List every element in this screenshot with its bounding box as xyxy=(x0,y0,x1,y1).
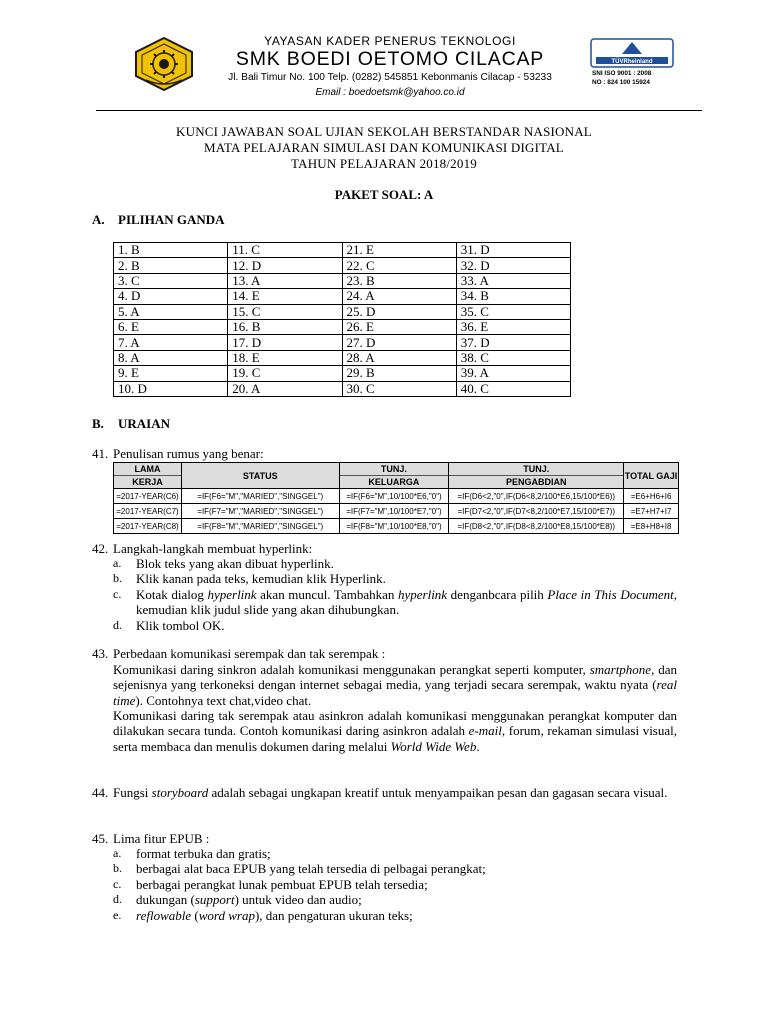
question-41 xyxy=(92,446,264,461)
answer-43-paragraph-2: Komunikasi daring tak serempak atau asinkron adalah komunikasi menggunakan perangkat komputer dan dilakukan secara tunda. Contoh komunikasi daring asinkron adalah e-mail, forum, rekaman simulasi visual, serta membaca dan menulis dokumen daring melalui World Wide Web. xyxy=(113,708,677,754)
question-43 xyxy=(92,646,385,661)
answer-cell: 38. C xyxy=(456,350,570,365)
formula-cell: =2017-YEAR(C7) xyxy=(114,504,182,519)
section-a-title: PILIHAN GANDA xyxy=(118,212,225,227)
list-item: c. Kotak dialog hyperlink akan muncul. Tambahkan hyperlink denganbcara pilih Place in This Document, kemudian klik judul slide yang akan dihubungkan. xyxy=(113,586,677,618)
question-number: 42. xyxy=(92,541,109,556)
answer-cell: 40. C xyxy=(456,381,570,396)
title-line-2: MATA PELAJARAN SIMULASI DAN KOMUNIKASI DIGITAL xyxy=(204,140,564,155)
list-item: a. Blok teks yang akan dibuat hyperlink. xyxy=(113,556,334,571)
formula-table xyxy=(113,462,679,534)
certification-info xyxy=(592,69,676,87)
formula-cell: =IF(F8="M",10/100*E8,"0") xyxy=(339,519,449,534)
table-row xyxy=(114,243,571,258)
table-row xyxy=(114,519,679,534)
answer-cell: 27. D xyxy=(342,335,456,350)
section-b-title: URAIAN xyxy=(118,416,170,431)
question-45 xyxy=(92,831,209,846)
question-number: 43. xyxy=(92,646,109,661)
title-line-1: KUNCI JAWABAN SOAL UJIAN SEKOLAH BERSTANDAR NASIONAL xyxy=(176,124,592,139)
question-text: Lima fitur EPUB : xyxy=(113,831,210,846)
formula-cell: =IF(F8="M","MARIED","SINGGEL") xyxy=(181,519,339,534)
paket-label: PAKET SOAL: A xyxy=(334,187,434,202)
question-42 xyxy=(92,541,312,556)
answer-key-table xyxy=(113,242,571,397)
answer-cell: 21. E xyxy=(342,243,456,258)
answer-cell: 5. A xyxy=(114,304,228,319)
list-item: c. berbagai perangkat lunak pembuat EPUB telah tersedia; xyxy=(113,876,428,892)
formula-cell: =IF(F6="M","MARIED","SINGGEL") xyxy=(181,489,339,504)
answer-cell: 32. D xyxy=(456,258,570,273)
section-b-heading xyxy=(92,416,170,432)
formula-cell: =IF(D6<2,"0",IF(D6<8,2/100*E6,15/100*E6)) xyxy=(449,489,624,504)
table-row xyxy=(114,273,571,288)
header-lama-kerja: LAMA KERJA xyxy=(114,463,182,489)
answer-cell: 19. C xyxy=(228,366,342,381)
header-tunj-pengabdian: TUNJ. PENGABDIAN xyxy=(449,463,624,489)
question-number: 41. xyxy=(92,446,109,461)
answer-cell: 20. A xyxy=(228,381,342,396)
answer-cell: 34. B xyxy=(456,289,570,304)
formula-cell: =2017-YEAR(C8) xyxy=(114,519,182,534)
list-item: a. format terbuka dan gratis; xyxy=(113,846,271,861)
table-row xyxy=(114,258,571,273)
answer-cell: 31. D xyxy=(456,243,570,258)
question-44: 44. Fungsi storyboard adalah sebagai ungkapan kreatif untuk menyampaikan pesan dan gagasan secara visual. xyxy=(92,785,668,800)
answer-43-paragraph-1: Komunikasi daring sinkron adalah komunikasi menggunakan perangkat seperti komputer, smartphone, dan sejenisnya yang terkoneksi dengan internet sebagai media, yang terjadi secara serempak, waktu nyata (real time). Contohnya text chat,video chat. xyxy=(113,662,677,708)
table-row xyxy=(114,350,571,365)
section-a-number: A. xyxy=(92,212,105,227)
list-item: b. berbagai alat baca EPUB yang telah tersedia di pelbagai perangkat; xyxy=(113,861,486,877)
answer-cell: 2. B xyxy=(114,258,228,273)
formula-cell: =E6+H6+I6 xyxy=(624,489,679,504)
header-tunj-keluarga: TUNJ. KELUARGA xyxy=(339,463,449,489)
formula-cell: =IF(D8<2,"0",IF(D8<8,2/100*E8,15/100*E8)) xyxy=(449,519,624,534)
answer-cell: 15. C xyxy=(228,304,342,319)
document-title xyxy=(0,124,768,172)
answer-cell: 10. D xyxy=(114,381,228,396)
letterhead-divider xyxy=(96,110,702,111)
formula-cell: =E8+H8+I8 xyxy=(624,519,679,534)
table-row xyxy=(114,381,571,396)
formula-cell: =E7+H7+I7 xyxy=(624,504,679,519)
answer-cell: 37. D xyxy=(456,335,570,350)
answer-cell: 29. B xyxy=(342,366,456,381)
answer-cell: 16. B xyxy=(228,319,342,334)
school-name: SMK BOEDI OETOMO CILACAP xyxy=(235,48,545,70)
answer-cell: 7. A xyxy=(114,335,228,350)
answer-cell: 9. E xyxy=(114,366,228,381)
table-row xyxy=(114,304,571,319)
answer-cell: 8. A xyxy=(114,350,228,365)
answer-cell: 23. B xyxy=(342,273,456,288)
section-a-heading xyxy=(92,212,225,228)
question-number: 44. xyxy=(92,785,109,800)
answer-cell: 28. A xyxy=(342,350,456,365)
answer-cell: 17. D xyxy=(228,335,342,350)
formula-cell: =IF(D7<2,"0",IF(D7<8,2/100*E7,15/100*E7)) xyxy=(449,504,624,519)
question-text: Perbedaan komunikasi serempak dan tak serempak : xyxy=(113,646,386,661)
table-row xyxy=(114,289,571,304)
epub-features-list xyxy=(113,846,677,923)
title-line-3: TAHUN PELAJARAN 2018/2019 xyxy=(291,156,477,171)
answer-cell: 11. C xyxy=(228,243,342,258)
answer-cell: 36. E xyxy=(456,319,570,334)
foundation-name: YAYASAN KADER PENERUS TEKNOLOGI xyxy=(264,34,516,48)
table-row xyxy=(114,504,679,519)
question-text: Penulisan rumus yang benar: xyxy=(113,446,264,461)
formula-cell: =IF(F7="M",10/100*E7,"0") xyxy=(339,504,449,519)
question-text: Langkah-langkah membuat hyperlink: xyxy=(113,541,313,556)
cert-number: NO : 824 100 15924 xyxy=(592,79,650,86)
table-row xyxy=(114,335,571,350)
answer-cell: 24. A xyxy=(342,289,456,304)
question-number: 45. xyxy=(92,831,109,846)
cert-iso: SNI ISO 9001 : 2008 xyxy=(592,70,652,77)
answer-cell: 4. D xyxy=(114,289,228,304)
answer-cell: 18. E xyxy=(228,350,342,365)
formula-cell: =2017-YEAR(C6) xyxy=(114,489,182,504)
header-total-gaji: TOTAL GAJI xyxy=(624,463,679,489)
section-b-number: B. xyxy=(92,416,104,431)
table-row xyxy=(114,366,571,381)
table-row xyxy=(114,489,679,504)
answer-cell: 39. A xyxy=(456,366,570,381)
answer-cell: 35. C xyxy=(456,304,570,319)
table-row xyxy=(114,319,571,334)
school-address: Jl. Bali Timur No. 100 Telp. (0282) 545851 Kebonmanis Cilacap - 53233 xyxy=(228,72,552,83)
list-item: d. dukungan (support) untuk video dan audio; xyxy=(113,892,362,908)
hyperlink-steps-list xyxy=(113,556,677,633)
answer-cell: 13. A xyxy=(228,273,342,288)
answer-cell: 6. E xyxy=(114,319,228,334)
letterhead xyxy=(200,34,580,99)
answer-cell: 25. D xyxy=(342,304,456,319)
tuv-logo-text: TÜVRheinland xyxy=(611,59,653,65)
school-email: Email : boedoetsmk@yahoo.co.id xyxy=(315,87,465,98)
answer-cell: 33. A xyxy=(456,273,570,288)
list-item: d. Klik tombol OK. xyxy=(113,617,225,633)
answer-cell: 1. B xyxy=(114,243,228,258)
answer-cell: 30. C xyxy=(342,381,456,396)
formula-cell: =IF(F6="M",10/100*E6,"0") xyxy=(339,489,449,504)
school-emblem-icon xyxy=(132,36,196,92)
header-status: STATUS xyxy=(181,463,339,489)
answer-cell: 12. D xyxy=(228,258,342,273)
answer-cell: 22. C xyxy=(342,258,456,273)
list-item: e. reflowable (word wrap), dan pengaturan ukuran teks; xyxy=(113,907,413,923)
formula-cell: =IF(F7="M","MARIED","SINGGEL") xyxy=(181,504,339,519)
answer-cell: 26. E xyxy=(342,319,456,334)
answer-cell: 14. E xyxy=(228,289,342,304)
answer-cell: 3. C xyxy=(114,273,228,288)
list-item: b. Klik kanan pada teks, kemudian klik Hyperlink. xyxy=(113,571,386,587)
